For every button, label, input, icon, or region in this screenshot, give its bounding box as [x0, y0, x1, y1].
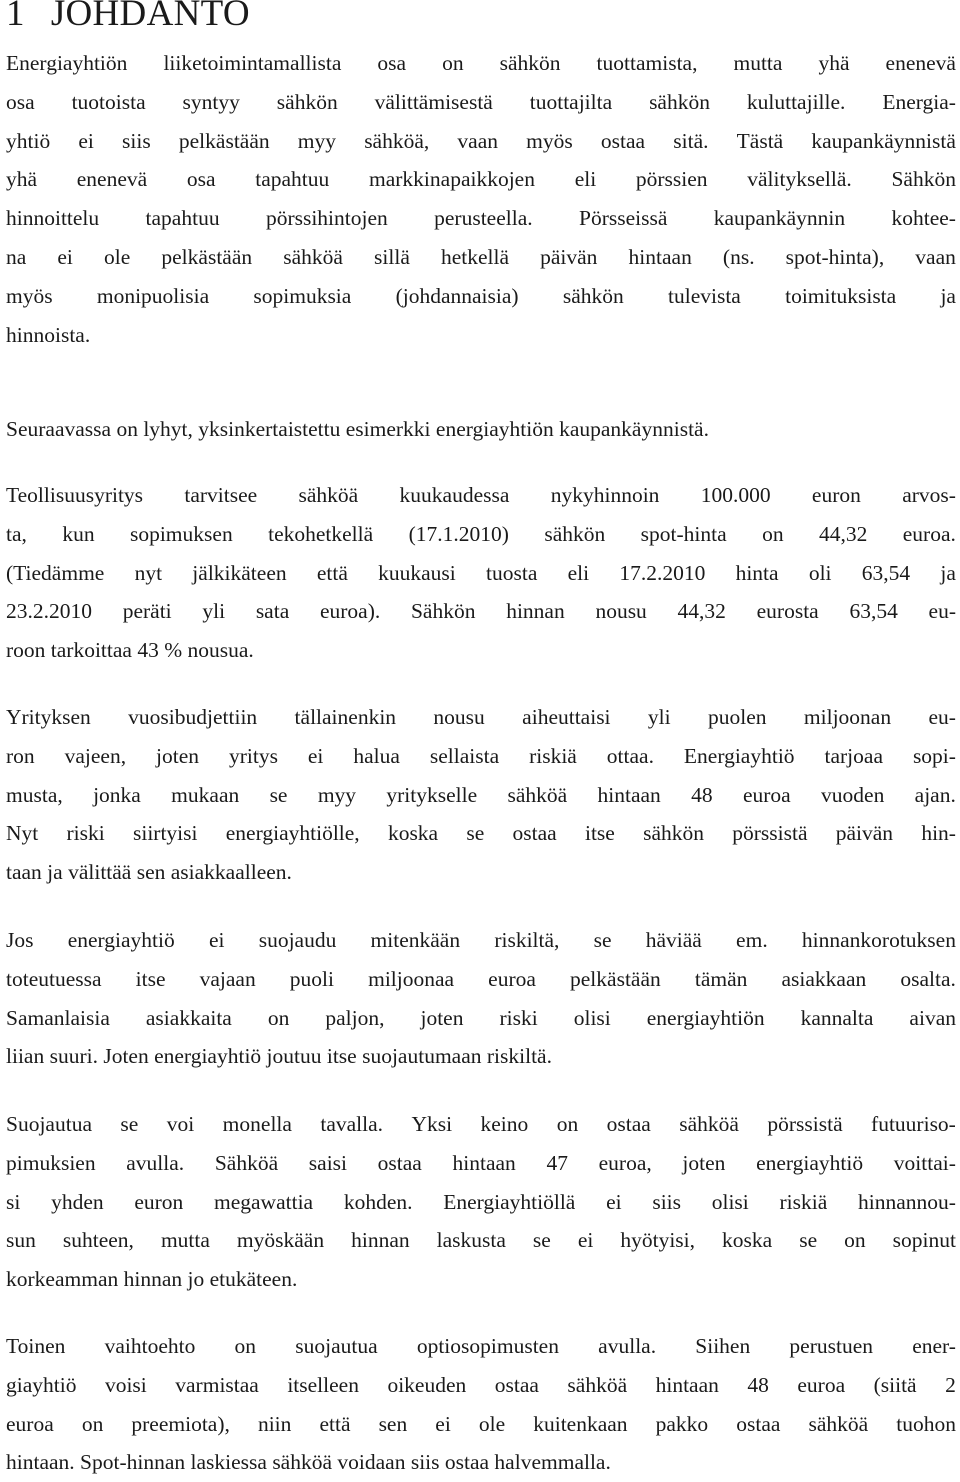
text-line: (Tiedämme nyt jälkikäteen että kuukausi tuosta eli 17.2.2010 hinta oli 63,54 ja — [6, 560, 956, 585]
text-line: yhä enenevä osa tapahtuu markkinapaikkojen eli pörssien välityksellä. Sähkön — [6, 167, 956, 192]
text-line: Samanlaisia asiakkaita on paljon, joten riski olisi energiayhtiön kannalta aivan — [6, 1005, 956, 1030]
text-line: musta, jonka mukaan se myy yritykselle sähköä hintaan 48 euroa vuoden ajan. — [6, 782, 956, 807]
text-line: korkeamman hinnan jo etukäteen. — [6, 1267, 298, 1292]
text-line: ron vajeen, joten yritys ei halua sellaista riskiä ottaa. Energiayhtiö tarjoaa sopi- — [6, 743, 956, 768]
chapter-title: JOHDANTO — [50, 0, 250, 34]
paragraph-1 — [6, 44, 956, 354]
text-line: hinnoista. — [6, 322, 91, 347]
text-line: pimuksien avulla. Sähköä saisi ostaa hintaan 47 euroa, joten energiayhtiö voittai- — [6, 1150, 956, 1175]
text-line: Suojautua se voi monella tavalla. Yksi keino on ostaa sähköä pörssistä futuuriso- — [6, 1112, 956, 1136]
paragraph-7 — [6, 1327, 956, 1482]
paragraph-3 — [6, 476, 956, 670]
text-line: giayhtiö voisi varmistaa itselleen oikeuden ostaa sähköä hintaan 48 euroa (siitä 2 — [6, 1372, 956, 1397]
text-line: osa tuotoista syntyy sähkön välittämisestä tuottajilta sähkön kuluttajille. Energia- — [6, 89, 956, 114]
text-line: taan ja välittää sen asiakkaalleen. — [6, 860, 292, 885]
text-line: na ei ole pelkästään sähköä sillä hetkellä päivän hintaan (ns. spot-hinta), vaan — [6, 244, 956, 269]
chapter-heading — [6, 0, 250, 35]
text-line: Nyt riski siirtyisi energiayhtiölle, koska se ostaa itse sähkön pörssistä päivän hin- — [6, 821, 956, 846]
text-line: myös monipuolisia sopimuksia (johdannaisia) sähkön tulevista toimituksista ja — [6, 283, 956, 308]
text-line: hinnoittelu tapahtuu pörssihintojen perusteella. Pörsseissä kaupankäynnin kohtee- — [6, 206, 956, 231]
text-line: Toinen vaihtoehto on suojautua optiosopimusten avulla. Siihen perustuen ener- — [6, 1334, 956, 1358]
text-line: euroa on preemiota), niin että sen ei ole kuitenkaan pakko ostaa sähköä tuohon — [6, 1411, 956, 1436]
text-line: 23.2.2010 peräti yli sata euroa). Sähkön hinnan nousu 44,32 eurosta 63,54 eu- — [6, 599, 956, 624]
text-line: Energiayhtiön liiketoimintamallista osa on sähkön tuottamista, mutta yhä enenevä — [6, 51, 956, 75]
text-line: Yrityksen vuosibudjettiin tällainenkin nousu aiheuttaisi yli puolen miljoonan eu- — [6, 705, 956, 729]
text-line: si yhden euron megawattia kohden. Energiayhtiöllä ei siis olisi riskiä hinnannou- — [6, 1189, 956, 1214]
text-line: liian suuri. Joten energiayhtiö joutuu itse suojautumaan riskiltä. — [6, 1044, 552, 1069]
paragraph-5 — [6, 921, 956, 1076]
text-line: toteutuessa itse vajaan puoli miljoonaa euroa pelkästään tämän asiakkaan osalta. — [6, 966, 956, 991]
text-line: hintaan. Spot-hinnan laskiessa sähköä voidaan siis ostaa halvemmalla. — [6, 1450, 611, 1475]
text-line: yhtiö ei siis pelkästään myy sähköä, vaan myös ostaa sitä. Tästä kaupankäynnistä — [6, 128, 956, 153]
chapter-number: 1 — [6, 0, 25, 34]
text-line: sun suhteen, mutta myöskään hinnan laskusta se ei hyötyisi, koska se on sopinut — [6, 1228, 956, 1253]
paragraph-6 — [6, 1105, 956, 1299]
paragraph-2 — [6, 410, 709, 449]
text-line: Seuraavassa on lyhyt, yksinkertaistettu esimerkki energiayhtiön kaupankäynnistä. — [6, 417, 709, 441]
text-line: Jos energiayhtiö ei suojaudu mitenkään riskiltä, se häviää em. hinnankorotuksen — [6, 928, 956, 952]
text-line: roon tarkoittaa 43 % nousua. — [6, 638, 254, 663]
text-line: Teollisuusyritys tarvitsee sähköä kuukaudessa nykyhinnoin 100.000 euron arvos- — [6, 483, 956, 507]
text-line: ta, kun sopimuksen tekohetkellä (17.1.2010) sähkön spot-hinta on 44,32 euroa. — [6, 521, 956, 546]
paragraph-4 — [6, 698, 956, 892]
